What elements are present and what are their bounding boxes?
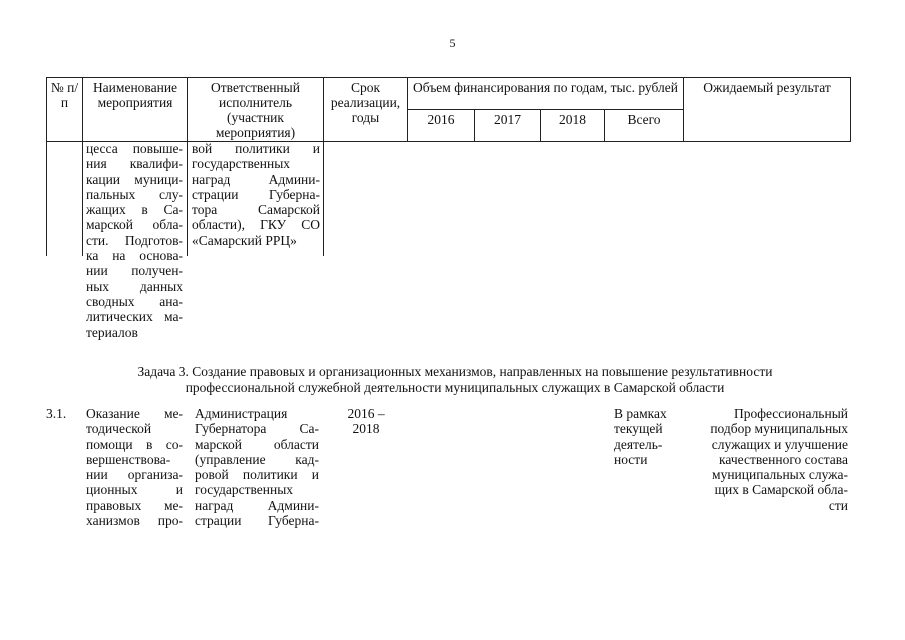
text-line: 2018 <box>352 421 380 437</box>
cont-responsible-cell <box>192 141 320 248</box>
text-line: литических ма- <box>86 309 183 325</box>
text-line: ности <box>614 451 648 467</box>
text-line: качественного состава <box>719 451 848 467</box>
text-line: наград Админи- <box>192 171 320 187</box>
text-line: тора Самарской <box>192 202 320 218</box>
text-line: наград Админи- <box>195 497 319 513</box>
text-line: подбор муниципальных <box>710 421 848 437</box>
text-line: марской обла- <box>86 217 183 233</box>
header-year: 2016 <box>408 110 475 142</box>
text-line: пальных слу- <box>86 186 183 202</box>
text-line: помощи в со- <box>86 436 183 452</box>
text-line: ханизмов про- <box>86 513 183 529</box>
row-responsible-cell <box>195 406 319 528</box>
table-header <box>46 77 851 142</box>
page-number: 5 <box>449 36 456 50</box>
header-num: № п/п <box>47 78 83 142</box>
row-border <box>82 141 83 256</box>
text-line: «Самарский РРЦ» <box>192 232 297 248</box>
text-line: (управление кад- <box>195 451 319 467</box>
text-line: 2016 – <box>347 406 385 421</box>
text-line: Оказание ме- <box>86 406 183 421</box>
text-line: сводных ана- <box>86 293 183 309</box>
text-line: ных данных <box>86 278 183 294</box>
task-heading <box>60 364 850 396</box>
text-line: В рамках <box>614 406 667 421</box>
task-heading-line: профессиональной служебной деятельности муниципальных служащих в Самарской области <box>185 380 725 395</box>
text-line: страции Губерна- <box>192 186 320 202</box>
header-responsible: Ответственный исполнитель (участник мероприятия) <box>188 78 324 142</box>
row-border <box>187 141 188 256</box>
text-line: вершенствова- <box>86 451 171 467</box>
text-line: муниципальных служа- <box>712 467 848 483</box>
text-line: государственных <box>192 156 291 172</box>
row-result-cell <box>682 406 848 513</box>
text-line: цесса повыше- <box>86 141 183 156</box>
header-financing: Объем финансирования по годам, тыс. рублей <box>408 78 684 110</box>
text-line: жащих в Са- <box>86 202 183 218</box>
text-line: деятель- <box>614 436 663 452</box>
text-line: ровой политики и <box>195 467 319 483</box>
header-result: Ожидаемый результат <box>684 78 851 142</box>
text-line: Администрация <box>195 406 288 421</box>
cont-name-cell <box>86 141 183 340</box>
text-line: кации муници- <box>86 171 183 187</box>
text-line: Профессиональный <box>733 406 848 421</box>
text-line: ционных и <box>86 482 183 498</box>
header-name: Наименование мероприятия <box>83 78 188 142</box>
text-line: нии организа- <box>86 467 183 483</box>
text-line: ния квалифи- <box>86 156 183 172</box>
text-line: вой политики и <box>192 141 320 156</box>
text-line: марской области <box>195 436 319 452</box>
text-line: сти <box>828 497 848 513</box>
header-year: 2017 <box>475 110 541 142</box>
text-line: сти. Подготов- <box>86 232 183 248</box>
text-line: тодической <box>86 421 152 437</box>
row-number: 3.1. <box>46 406 67 421</box>
row-name-cell <box>86 406 183 528</box>
text-line: служащих и улучшение <box>711 436 848 452</box>
text-line: ка на основа- <box>86 248 183 264</box>
row-financing-cell <box>614 406 684 467</box>
row-term-cell <box>326 406 406 437</box>
text-line: государственных <box>195 482 294 498</box>
task-heading-line: Задача 3. Создание правовых и организационных механизмов, направленных на повышение результативности <box>137 364 773 379</box>
text-line: териалов <box>86 324 138 340</box>
text-line: Губернатора Са- <box>195 421 319 437</box>
text-line: правовых ме- <box>86 497 183 513</box>
header-year: 2018 <box>541 110 605 142</box>
header-term: Срок реализации, годы <box>324 78 408 142</box>
text-line: области), ГКУ СО <box>192 217 320 233</box>
text-line: щих в Самарской обла- <box>714 482 848 498</box>
row-border <box>46 141 47 256</box>
text-line: нии получен- <box>86 263 183 279</box>
text-line: страции Губерна- <box>195 513 319 529</box>
text-line: текущей <box>614 421 663 437</box>
header-total: Всего <box>605 110 684 142</box>
row-border <box>323 141 324 256</box>
